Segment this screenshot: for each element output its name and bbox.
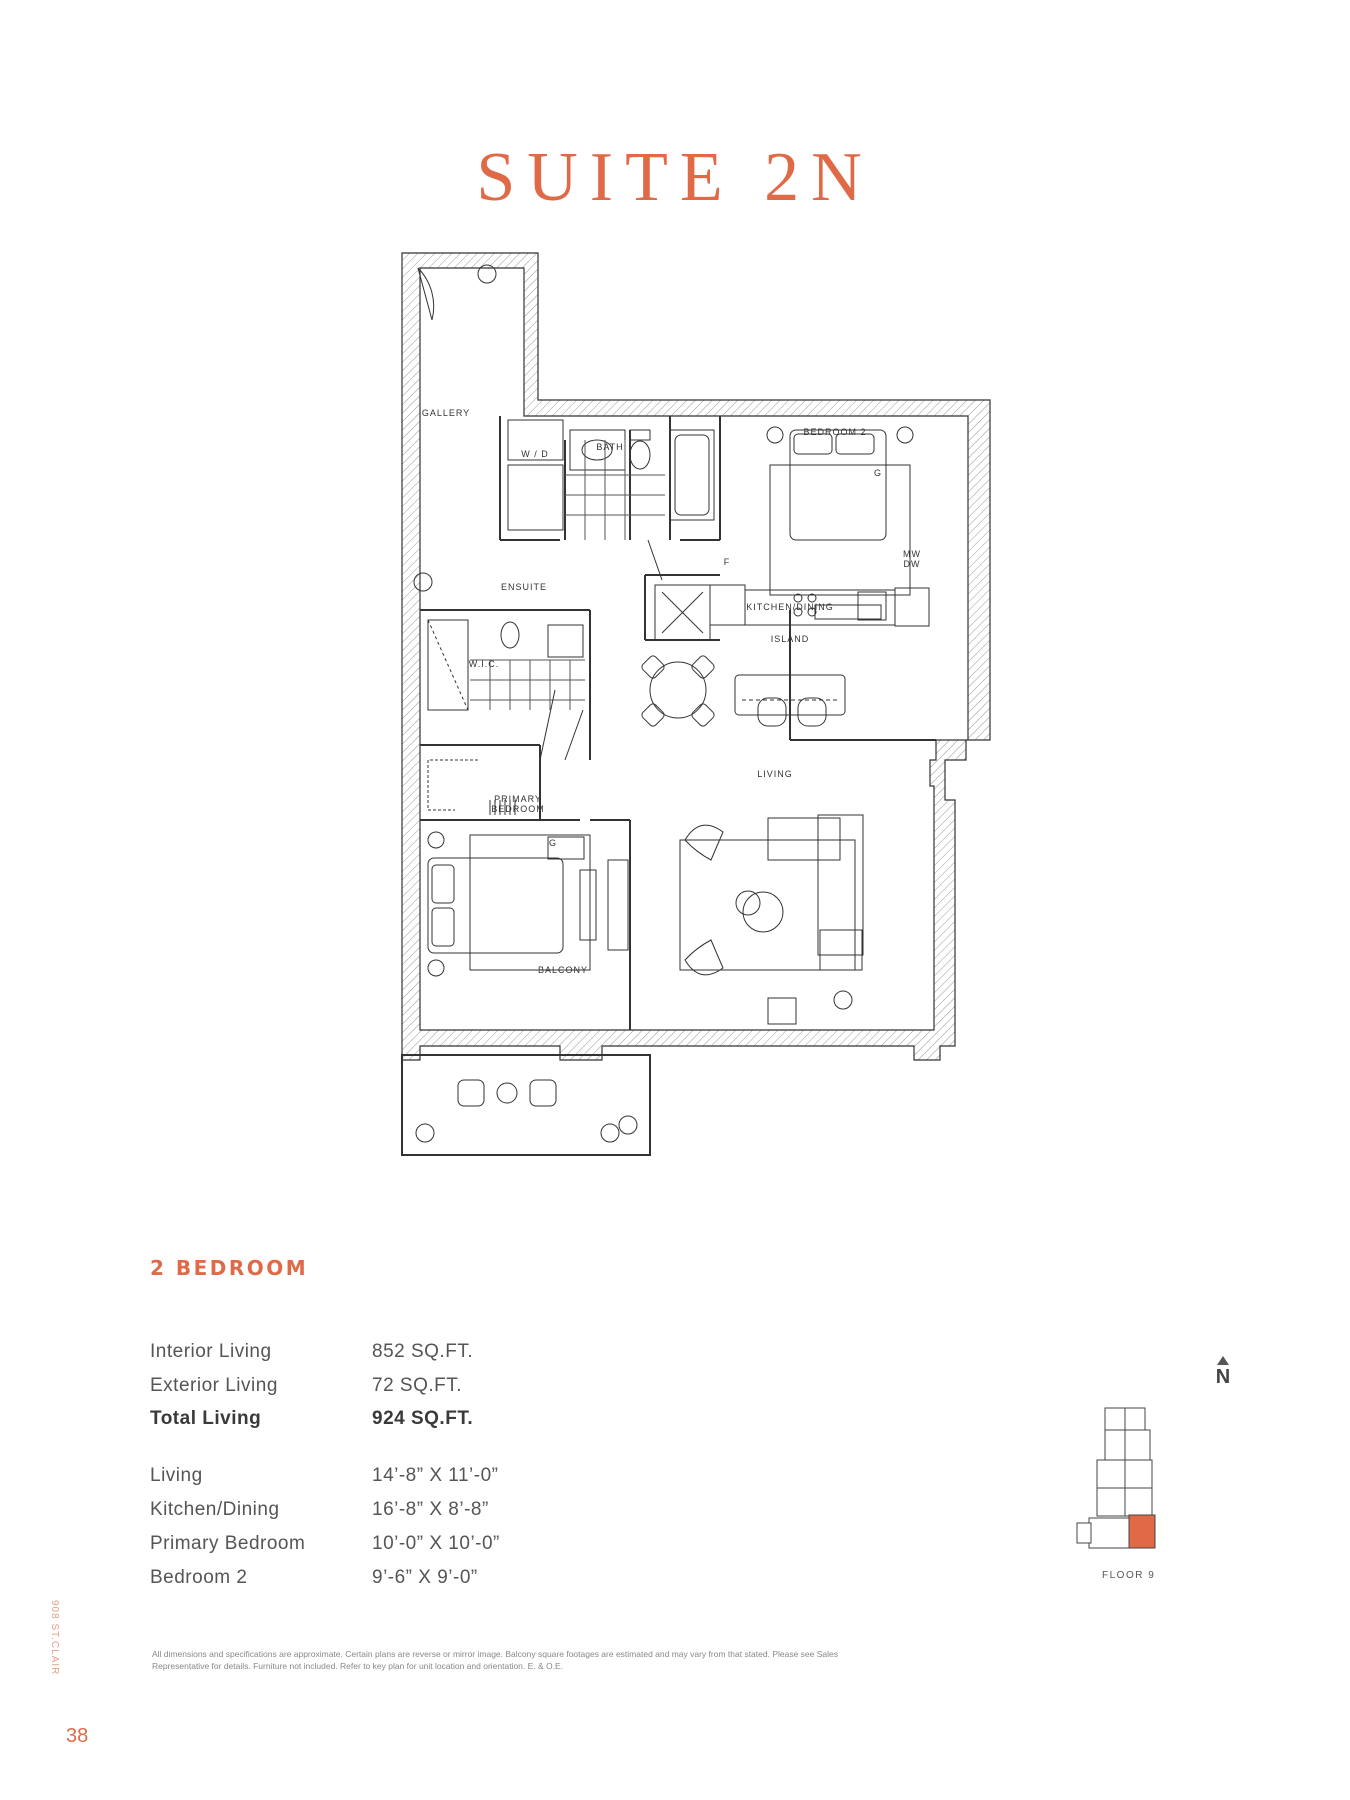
area-row (150, 1341, 474, 1363)
label-wic: W.I.C. (468, 659, 500, 669)
area-value: 72 SQ.FT. (372, 1375, 463, 1396)
label-wd: W / D (521, 449, 549, 459)
label-g-bedroom2: G (873, 468, 883, 478)
label-bedroom2: BEDROOM 2 (803, 427, 867, 437)
key-plan (1075, 1400, 1175, 1560)
label-dw: DW (903, 559, 921, 569)
area-label: Exterior Living (150, 1375, 278, 1396)
room-row (150, 1533, 500, 1555)
disclaimer: All dimensions and specifications are approximate. Certain plans are reverse or mirror image. Balcony square footages are estimated and may vary from that stated. Please see Sales Representative for details. Furniture not included. Refer to key plan for unit location and orientation. E. & O.E. (152, 1649, 839, 1671)
label-bath: BATH (596, 442, 624, 452)
interior-walls (420, 416, 936, 1030)
room-row (150, 1499, 489, 1521)
room-labels (422, 408, 921, 975)
label-ensuite: ENSUITE (500, 582, 548, 592)
label-island: ISLAND (770, 634, 810, 644)
label-mw: MW (903, 549, 921, 559)
floor-label: FLOOR 9 (1102, 1570, 1156, 1581)
room-row (150, 1567, 478, 1589)
label-primary-1: PRIMARY (494, 794, 542, 804)
room-label: Living (150, 1465, 203, 1486)
room-dimension: 9’-6” X 9’-0” (372, 1567, 478, 1588)
area-value: 924 SQ.FT. (372, 1408, 474, 1429)
area-row (150, 1375, 463, 1397)
room-label: Kitchen/Dining (150, 1499, 280, 1520)
room-label: Primary Bedroom (150, 1533, 306, 1554)
north-indicator (1212, 1356, 1234, 1387)
total-row (150, 1408, 474, 1430)
area-value: 852 SQ.FT. (372, 1341, 474, 1362)
label-gallery: GALLERY (421, 408, 471, 418)
area-label: Total Living (150, 1408, 262, 1429)
side-project-name: 908 ST.CLAIR (49, 1600, 60, 1676)
suite-title: SUITE 2N (476, 139, 874, 216)
label-g-primary: G (548, 838, 558, 848)
north-label: N (1215, 1366, 1231, 1388)
room-dimension: 10’-0” X 10’-0” (372, 1533, 500, 1554)
label-balcony: BALCONY (537, 965, 589, 975)
page-number: 38 (66, 1725, 89, 1747)
room-label: Bedroom 2 (150, 1567, 248, 1588)
floor-plan (380, 240, 1000, 1160)
suite-type-heading: 2 BEDROOM (150, 1256, 309, 1280)
room-dimension: 16’-8” X 8’-8” (372, 1499, 489, 1520)
label-kitchen-dining: KITCHEN/DINING (746, 602, 834, 612)
room-dimension: 14’-8” X 11’-0” (372, 1465, 499, 1486)
unit-highlight (1129, 1515, 1155, 1548)
room-row (150, 1465, 499, 1487)
fixtures (402, 265, 929, 1155)
label-f: F (723, 557, 731, 567)
north-arrow-icon (1217, 1356, 1229, 1365)
label-primary-2: BEDROOM (491, 804, 545, 814)
label-living: LIVING (757, 769, 793, 779)
exterior-walls (402, 253, 990, 1060)
area-label: Interior Living (150, 1341, 272, 1362)
